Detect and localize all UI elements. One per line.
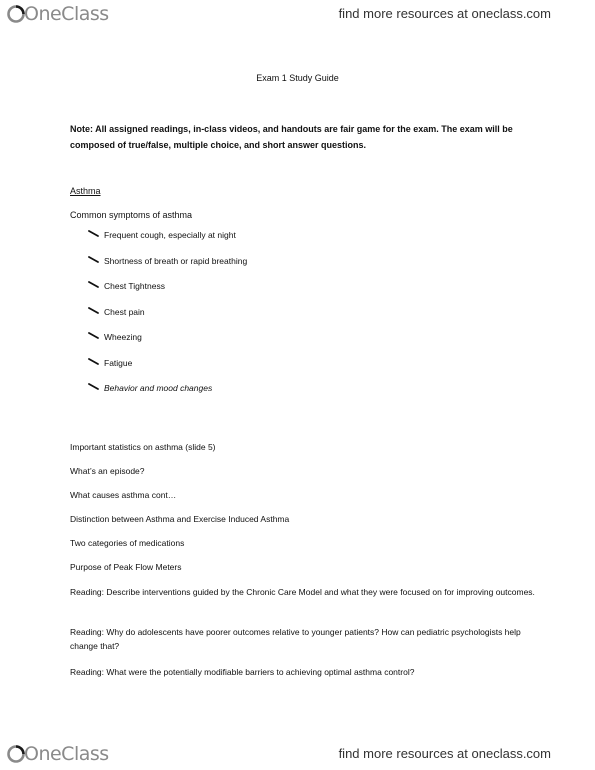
bullet-icon <box>88 256 104 266</box>
symptoms-list <box>88 230 247 409</box>
study-item: Reading: Describe interventions guided by the Chronic Care Model and what they were focused on for improving outcomes. <box>70 587 535 597</box>
section-heading-asthma: Asthma <box>70 186 101 196</box>
list-item: Behavior and mood changes <box>88 383 247 409</box>
study-item: Distinction between Asthma and Exercise Induced Asthma <box>70 514 290 524</box>
exam-note: Note: All assigned readings, in-class videos, and handouts are fair game for the exam. The exam will be composed of true/false, multiple choice, and short answer questions. <box>70 124 513 150</box>
study-item: Important statistics on asthma (slide 5) <box>70 442 216 452</box>
header-bar <box>0 0 595 28</box>
study-item: What’s an episode? <box>70 466 145 476</box>
list-item: Frequent cough, especially at night <box>88 230 247 256</box>
oneclass-logo-footer[interactable] <box>6 743 109 765</box>
footer-tagline-link[interactable]: find more resources at oneclass.com <box>338 746 551 761</box>
logo-text: OneClass <box>24 743 109 765</box>
header-tagline-link[interactable]: find more resources at oneclass.com <box>338 6 551 21</box>
study-item: Reading: What were the potentially modifiable barriers to achieving optimal asthma control? <box>70 667 415 677</box>
study-item: Purpose of Peak Flow Meters <box>70 562 182 572</box>
list-item: Shortness of breath or rapid breathing <box>88 256 247 282</box>
list-item: Chest Tightness <box>88 281 247 307</box>
bullet-icon <box>88 383 104 393</box>
bullet-icon <box>88 281 104 291</box>
study-item: Reading: Why do adolescents have poorer outcomes relative to younger patients? How can pediatric psychologists help change that? <box>70 627 521 651</box>
study-item: What causes asthma cont… <box>70 490 177 500</box>
oneclass-logo[interactable] <box>6 3 109 25</box>
bullet-icon <box>88 358 104 368</box>
oneclass-logo-icon <box>6 744 26 764</box>
study-item: Two categories of medications <box>70 538 185 548</box>
page-title: Exam 1 Study Guide <box>256 73 339 83</box>
symptoms-heading: Common symptoms of asthma <box>70 210 193 220</box>
bullet-icon <box>88 332 104 342</box>
footer-bar <box>0 740 595 768</box>
list-item: Wheezing <box>88 332 247 358</box>
list-item: Fatigue <box>88 358 247 384</box>
bullet-icon <box>88 230 104 240</box>
oneclass-logo-icon <box>6 4 26 24</box>
logo-text: OneClass <box>24 3 109 25</box>
bullet-icon <box>88 307 104 317</box>
list-item: Chest pain <box>88 307 247 333</box>
